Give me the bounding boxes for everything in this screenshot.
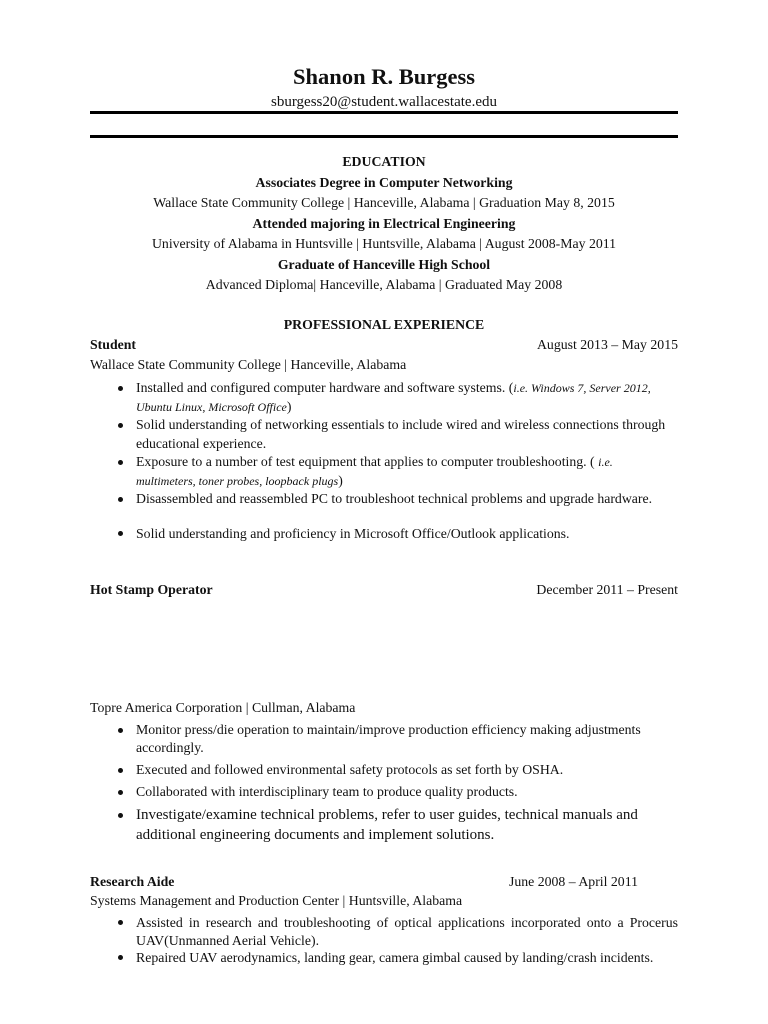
job-bullet-list bbox=[90, 914, 678, 967]
bullet-item bbox=[90, 416, 672, 453]
bullet-text: Disassembled and reassembled PC to troubleshoot technical problems and upgrade hardware. bbox=[136, 491, 653, 506]
education-entry-title: Attended majoring in Electrical Engineering bbox=[252, 215, 516, 231]
bullet-icon bbox=[118, 460, 123, 465]
bullet-item bbox=[90, 721, 678, 757]
job-header bbox=[90, 335, 678, 355]
bullet-icon bbox=[118, 768, 123, 773]
bullet-icon bbox=[118, 423, 123, 428]
header-rule-bottom bbox=[90, 135, 678, 138]
job-title: Research Aide bbox=[90, 874, 175, 889]
header-rule-top bbox=[90, 111, 678, 114]
bullet-icon bbox=[118, 497, 123, 502]
job-dates: June 2008 – April 2011 bbox=[508, 874, 638, 889]
bullet-item bbox=[90, 805, 678, 845]
education-entry-title: Graduate of Hanceville High School bbox=[277, 256, 491, 272]
bullet-item bbox=[90, 379, 672, 416]
education-entry-detail: Wallace State Community College | Hanceville, Alabama | Graduation May 8, 2015 bbox=[153, 195, 615, 210]
bullet-icon bbox=[118, 920, 123, 925]
job-header bbox=[90, 580, 678, 600]
job-entry bbox=[90, 872, 678, 967]
bullet-item bbox=[90, 525, 672, 544]
bullet-icon bbox=[118, 728, 123, 733]
bullet-item bbox=[90, 490, 672, 509]
experience-heading: PROFESSIONAL EXPERIENCE bbox=[283, 317, 485, 332]
bullet-icon bbox=[118, 790, 123, 795]
bullet-note: i.e. Windows 7, Server 2012, Ubuntu Linux, Microsoft Office bbox=[136, 381, 651, 414]
bullet-item bbox=[90, 949, 678, 967]
job-title: Student bbox=[90, 337, 137, 352]
bullet-icon bbox=[118, 386, 123, 391]
bullet-text: Investigate/examine technical problems, refer to user guides, technical manuals and additional engineering documents and implement solutions. bbox=[136, 807, 638, 843]
education-section bbox=[90, 152, 678, 296]
bullet-text: Assisted in research and troubleshooting of optical applications incorporated onto a Procerus UAV(Unmanned Aerial Vehicle). bbox=[136, 915, 678, 948]
bullet-text: Exposure to a number of test equipment that applies to computer troubleshooting. ( bbox=[136, 454, 599, 469]
bullet-note: i.e. multimeters, toner probes, loopback plugs bbox=[136, 455, 613, 488]
bullet-icon bbox=[118, 955, 123, 960]
job-header bbox=[90, 872, 678, 892]
education-entry-detail: Advanced Diploma| Hanceville, Alabama | Graduated May 2008 bbox=[205, 277, 563, 292]
education-heading: EDUCATION bbox=[342, 154, 426, 169]
education-entry-detail: University of Alabama in Huntsville | Huntsville, Alabama | August 2008-May 2011 bbox=[151, 236, 617, 251]
job-dates: August 2013 – May 2015 bbox=[536, 337, 678, 352]
job-bullet-list bbox=[90, 379, 678, 543]
job-organization: Topre America Corporation | Cullman, Alabama bbox=[90, 700, 356, 715]
candidate-name: Shanon R. Burgess bbox=[293, 64, 475, 89]
job-dates: December 2011 – Present bbox=[536, 582, 678, 597]
job-organization: Wallace State Community College | Hanceville, Alabama bbox=[90, 357, 407, 372]
bullet-item bbox=[90, 761, 678, 779]
bullet-icon bbox=[118, 813, 123, 818]
job-organization: Systems Management and Production Center | Huntsville, Alabama bbox=[90, 893, 463, 908]
bullet-text-end: ) bbox=[338, 472, 343, 488]
bullet-text: Installed and configured computer hardware and software systems. ( bbox=[136, 380, 514, 395]
bullet-text: Solid understanding and proficiency in Microsoft Office/Outlook applications. bbox=[136, 525, 570, 541]
bullet-item bbox=[90, 914, 678, 949]
bullet-item bbox=[90, 783, 678, 801]
job-bullet-list bbox=[90, 721, 678, 845]
bullet-text: Collaborated with interdisciplinary team to produce quality products. bbox=[136, 784, 518, 799]
candidate-email: sburgess20@student.wallacestate.edu bbox=[271, 94, 497, 110]
job-entry bbox=[90, 580, 678, 845]
bullet-item bbox=[90, 453, 672, 490]
job-title: Hot Stamp Operator bbox=[90, 582, 213, 597]
bullet-text: Repaired UAV aerodynamics, landing gear, camera gimbal caused by landing/crash incidents. bbox=[136, 950, 654, 965]
job-entry bbox=[90, 335, 678, 543]
bullet-text: Solid understanding of networking essentials to include wired and wireless connections through educational experience. bbox=[136, 417, 666, 451]
bullet-icon bbox=[118, 531, 123, 536]
bullet-text-end: ) bbox=[286, 398, 292, 414]
bullet-text: Executed and followed environmental safety protocols as set forth by OSHA. bbox=[136, 762, 564, 777]
education-entry-title: Associates Degree in Computer Networking bbox=[255, 174, 513, 190]
bullet-text: Monitor press/die operation to maintain/improve production efficiency making adjustments accordingly. bbox=[136, 722, 641, 755]
